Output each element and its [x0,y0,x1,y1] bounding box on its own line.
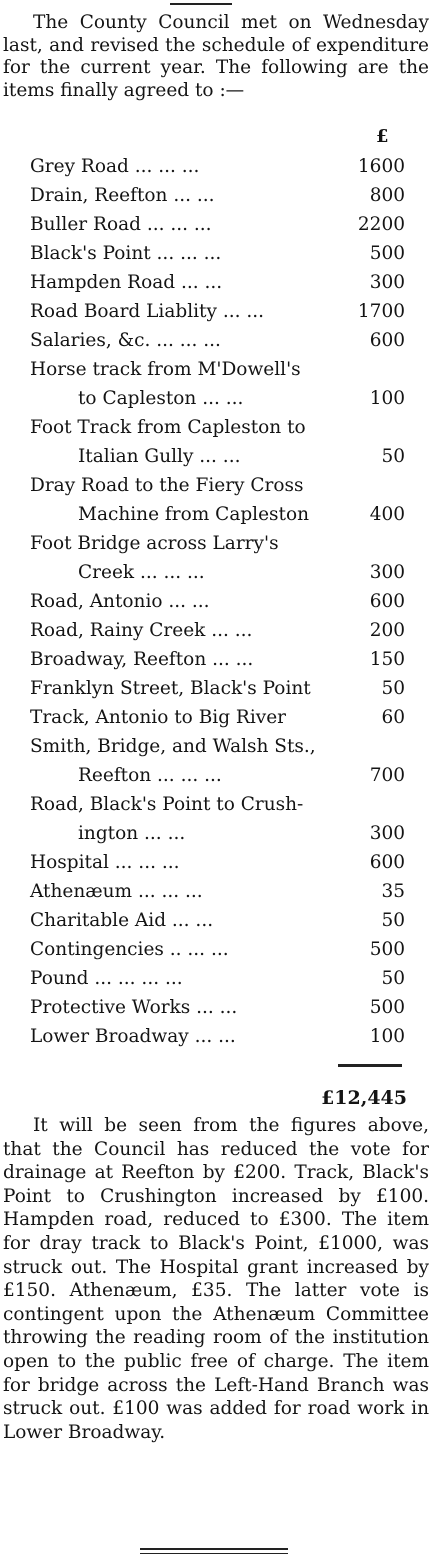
item-label: Buller Road ... ... ... [30,214,212,235]
item-amount: 500 [369,243,405,264]
item-amount: 500 [369,939,405,960]
total-rule [338,1064,402,1067]
currency-header: £ [376,126,389,147]
item-amount: 500 [369,997,405,1018]
item-amount: 800 [369,185,405,206]
item-amount: 150 [369,649,405,670]
item-amount: 100 [369,388,405,409]
item-label: Dray Road to the Fiery Cross [30,475,304,496]
item-amount: 600 [369,852,405,873]
schedule-item [0,1022,431,1051]
schedule-item [0,239,431,268]
expenditure-schedule [0,152,431,1051]
item-amount: 400 [369,504,405,525]
schedule-item [0,268,431,297]
schedule-item [0,413,431,471]
schedule-item [0,703,431,732]
item-label: Road, Black's Point to Crush- [30,794,304,815]
item-amount: 50 [381,968,405,989]
item-label: Black's Point ... ... ... [30,243,222,264]
item-label: Road Board Liablity ... ... [30,301,264,322]
schedule-item [0,587,431,616]
item-label: Drain, Reefton ... ... [30,185,215,206]
item-amount: 60 [381,707,405,728]
intro-paragraph: The County Council met on Wednesday last, and revised the schedule of expenditure for the current year. The following are the items finally agreed to :— [3,12,429,101]
schedule-item [0,877,431,906]
schedule-item [0,529,431,587]
schedule-item [0,616,431,645]
item-amount: 35 [381,881,405,902]
item-amount: 100 [369,1026,405,1047]
item-label: Pound ... ... ... ... [30,968,183,989]
closing-paragraph: It will be seen from the figures above, that the Council has reduced the vote for drainage at Reefton by £200. Track, Black's Point to Crushington increased by £100. Hampden road, reduced to £300. The item for dray track to Black's Point, £1000, was struck out. The Hospital grant increased by £150. Athenæum, £35. The latter vote is contingent upon the Athenæum Committee throwing the reading room of the institution open to the public free of charge. The item for bridge across the Left-Hand Branch was struck out. £100 was added for road work in Lower Broadway. [3,1115,429,1443]
schedule-item [0,906,431,935]
schedule-item [0,645,431,674]
item-label: Charitable Aid ... ... [30,910,214,931]
item-amount: 600 [369,330,405,351]
end-divider-thick [140,1548,288,1550]
item-label: Broadway, Reefton ... ... [30,649,254,670]
schedule-item [0,297,431,326]
schedule-item [0,355,431,413]
schedule-total: £12,445 [321,1087,407,1109]
item-amount: 1600 [357,156,405,177]
item-label: Hospital ... ... ... [30,852,180,873]
item-label: Athenæum ... ... ... [30,881,203,902]
end-divider-thin [140,1553,288,1554]
schedule-item [0,210,431,239]
item-label: Franklyn Street, Black's Point [30,678,311,699]
schedule-item [0,326,431,355]
item-label: Salaries, &c. ... ... ... [30,330,221,351]
item-label: Lower Broadway ... ... [30,1026,236,1047]
item-label: Horse track from M'Dowell's [30,359,301,380]
item-amount: 50 [381,446,405,467]
item-label: Foot Track from Capleston to [30,417,306,438]
item-amount: 600 [369,591,405,612]
item-amount: 700 [369,765,405,786]
item-label-continued: Creek ... ... ... [78,562,205,583]
item-amount: 300 [369,562,405,583]
item-amount: 2200 [357,214,405,235]
item-label: Smith, Bridge, and Walsh Sts., [30,736,316,757]
schedule-item [0,181,431,210]
item-label-continued: Italian Gully ... ... [78,446,241,467]
item-label: Contingencies .. ... ... [30,939,229,960]
item-label: Protective Works ... ... [30,997,238,1018]
schedule-item [0,935,431,964]
schedule-item [0,152,431,181]
schedule-item [0,964,431,993]
item-label: Foot Bridge across Larry's [30,533,279,554]
item-amount: 300 [369,272,405,293]
top-divider [170,3,232,5]
schedule-item [0,790,431,848]
item-amount: 200 [369,620,405,641]
item-label-continued: Reefton ... ... ... [78,765,222,786]
item-label: Road, Rainy Creek ... ... [30,620,253,641]
schedule-item [0,848,431,877]
item-label: Hampden Road ... ... [30,272,223,293]
schedule-item [0,993,431,1022]
item-label-continued: Machine from Capleston [78,504,310,525]
item-label-continued: ington ... ... [78,823,186,844]
item-label: Road, Antonio ... ... [30,591,210,612]
schedule-item [0,732,431,790]
item-label: Grey Road ... ... ... [30,156,200,177]
item-amount: 50 [381,678,405,699]
item-label: Track, Antonio to Big River [30,707,287,728]
item-label-continued: to Capleston ... ... [78,388,244,409]
item-amount: 300 [369,823,405,844]
schedule-item [0,674,431,703]
item-amount: 1700 [357,301,405,322]
item-amount: 50 [381,910,405,931]
schedule-item [0,471,431,529]
